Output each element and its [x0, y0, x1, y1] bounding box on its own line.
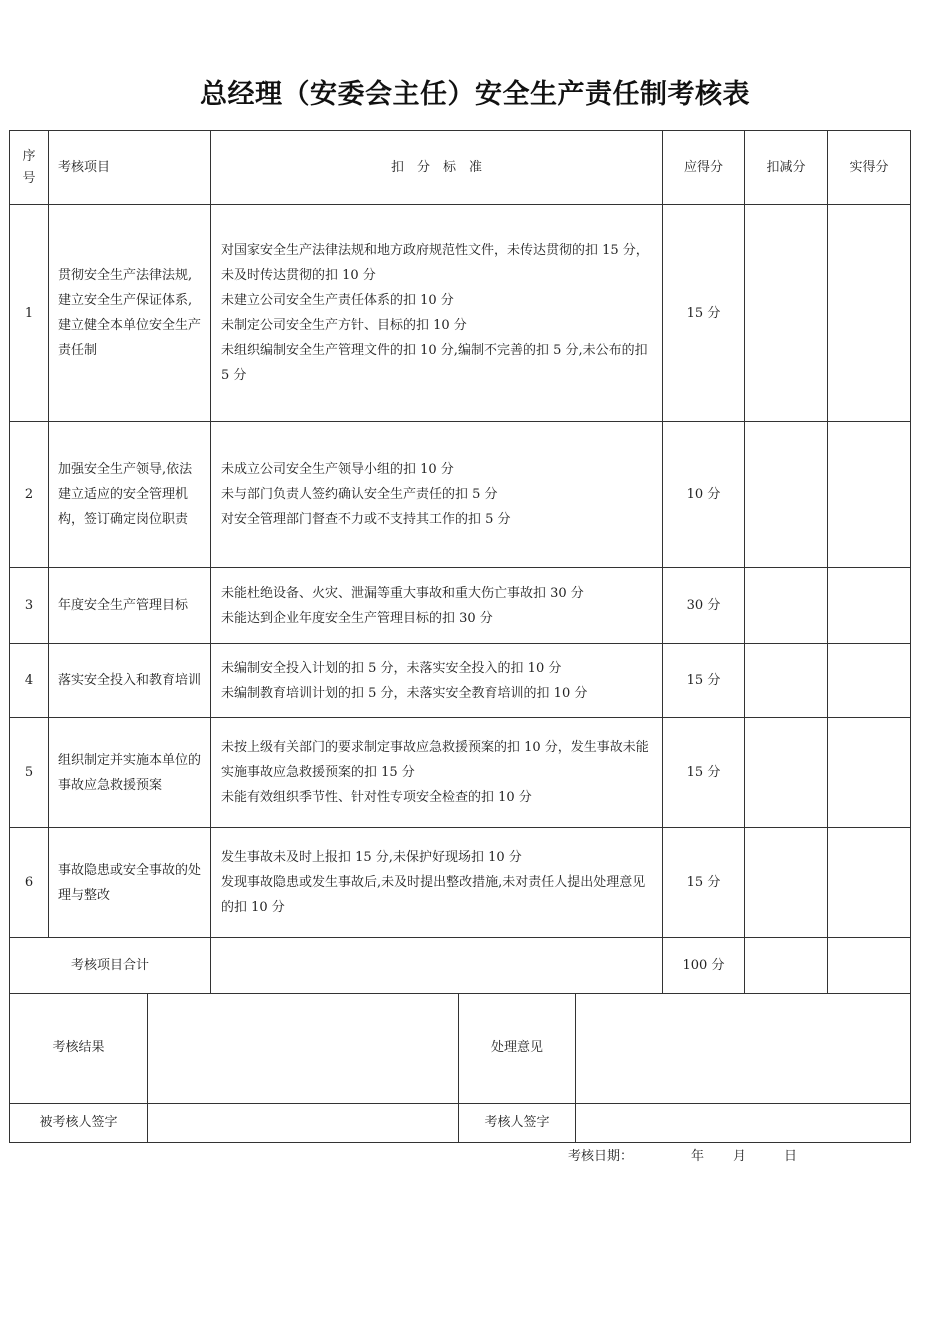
criteria-line: 未能达到企业年度安全生产管理目标的扣 30 分: [221, 610, 493, 626]
row-number: 3: [10, 568, 49, 644]
total-due-score: 100 分: [663, 938, 745, 994]
page-title: 总经理（安委会主任）安全生产责任制考核表: [200, 79, 750, 110]
table-row: [10, 718, 911, 828]
date-day: 日: [784, 1149, 798, 1164]
row-deduct-score[interactable]: [745, 828, 828, 938]
row-due-score: 15 分: [663, 205, 745, 422]
criteria-line: 对安全管理部门督查不力或不支持其工作的扣 5 分: [221, 512, 511, 527]
header-actual-score: 实得分: [828, 131, 911, 205]
criteria-line: 发生事故未及时上报扣 15 分,未保护好现场扣 10 分: [221, 850, 522, 865]
row-number: 6: [10, 828, 49, 938]
criteria-line: 未成立公司安全生产领导小组的扣 10 分: [221, 462, 454, 477]
date-label: 考核日期：: [568, 1149, 634, 1164]
total-deduct-score[interactable]: [745, 938, 828, 994]
footer-table: [9, 993, 911, 1143]
row-item: 落实安全投入和教育培训: [49, 644, 211, 718]
row-actual-score[interactable]: [828, 718, 911, 828]
row-number: 1: [10, 205, 49, 422]
table-row: [10, 644, 911, 718]
examinee-sign-label: 被考核人签字: [10, 1103, 148, 1142]
header-due-score: 应得分: [663, 131, 745, 205]
criteria-line: 发现事故隐患或发生事故后,未及时提出整改措施,未对责任人提出处理意见的扣 10 分: [221, 875, 646, 915]
row-item: 加强安全生产领导,依法建立适应的安全管理机构，签订确定岗位职责: [49, 422, 211, 568]
assessment-date: [568, 1145, 797, 1164]
row-criteria: [211, 718, 663, 828]
row-actual-score[interactable]: [828, 422, 911, 568]
total-row: [10, 938, 911, 994]
row-actual-score[interactable]: [828, 644, 911, 718]
row-item: 贯彻安全生产法律法规,建立安全生产保证体系,建立健全本单位安全生产责任制: [49, 205, 211, 422]
row-actual-score[interactable]: [828, 568, 911, 644]
row-deduct-score[interactable]: [745, 205, 828, 422]
row-criteria: [211, 644, 663, 718]
opinion-label: 处理意见: [459, 993, 576, 1103]
table-row: [10, 205, 911, 422]
row-number: 4: [10, 644, 49, 718]
row-criteria: [211, 422, 663, 568]
date-year: 年: [691, 1149, 705, 1164]
row-actual-score[interactable]: [828, 205, 911, 422]
header-item: 考核项目: [49, 131, 211, 205]
row-item: 组织制定并实施本单位的事故应急救援预案: [49, 718, 211, 828]
criteria-line: 未建立公司安全生产责任体系的扣 10 分: [221, 293, 454, 308]
criteria-line: 对国家安全生产法律法规和地方政府规范性文件，未传达贯彻的扣 15 分，未及时传达贯彻的扣 10 分: [221, 243, 649, 283]
examiner-sign-field[interactable]: [576, 1103, 911, 1142]
opinion-field[interactable]: [576, 993, 911, 1103]
assessment-table: [9, 130, 911, 994]
table-row: [10, 568, 911, 644]
row-due-score: 15 分: [663, 828, 745, 938]
result-field[interactable]: [148, 993, 459, 1103]
signature-row: [10, 1103, 911, 1142]
row-item: 事故隐患或安全事故的处理与整改: [49, 828, 211, 938]
date-month: 月: [733, 1149, 747, 1164]
header-no: 序号: [10, 131, 49, 205]
row-criteria: [211, 205, 663, 422]
row-criteria: [211, 568, 663, 644]
row-number: 5: [10, 718, 49, 828]
row-due-score: 30 分: [663, 568, 745, 644]
total-criteria-empty: [211, 938, 663, 994]
header-criteria: 扣 分 标 准: [211, 131, 663, 205]
row-actual-score[interactable]: [828, 828, 911, 938]
row-deduct-score[interactable]: [745, 718, 828, 828]
row-item: 年度安全生产管理目标: [49, 568, 211, 644]
criteria-line: 未制定公司安全生产方针、目标的扣 10 分: [221, 318, 467, 333]
total-actual-score[interactable]: [828, 938, 911, 994]
row-due-score: 10 分: [663, 422, 745, 568]
row-due-score: 15 分: [663, 644, 745, 718]
criteria-line: 未编制教育培训计划的扣 5 分，未落实安全教育培训的扣 10 分: [221, 685, 588, 701]
criteria-line: 未按上级有关部门的要求制定事故应急救援预案的扣 10 分，发生事故未能实施事故应急救援预案的扣 15 分: [221, 740, 649, 780]
table-header-row: [10, 131, 911, 205]
examinee-sign-field[interactable]: [148, 1103, 459, 1142]
row-deduct-score[interactable]: [745, 644, 828, 718]
result-label: 考核结果: [10, 993, 148, 1103]
criteria-line: 未组织编制安全生产管理文件的扣 10 分,编制不完善的扣 5 分,未公布的扣 5 分: [221, 343, 648, 383]
criteria-line: 未编制安全投入计划的扣 5 分，未落实安全投入的扣 10 分: [221, 660, 562, 676]
criteria-line: 未能杜绝设备、火灾、泄漏等重大事故和重大伤亡事故扣 30 分: [221, 585, 584, 601]
result-row: [10, 993, 911, 1103]
total-label: 考核项目合计: [10, 938, 211, 994]
row-deduct-score[interactable]: [745, 422, 828, 568]
row-criteria: [211, 828, 663, 938]
table-row: [10, 422, 911, 568]
row-number: 2: [10, 422, 49, 568]
examiner-sign-label: 考核人签字: [459, 1103, 576, 1142]
table-row: [10, 828, 911, 938]
row-deduct-score[interactable]: [745, 568, 828, 644]
criteria-line: 未能有效组织季节性、针对性专项安全检查的扣 10 分: [221, 790, 532, 805]
header-deduct-score: 扣减分: [745, 131, 828, 205]
row-due-score: 15 分: [663, 718, 745, 828]
criteria-line: 未与部门负责人签约确认安全生产责任的扣 5 分: [221, 487, 498, 502]
